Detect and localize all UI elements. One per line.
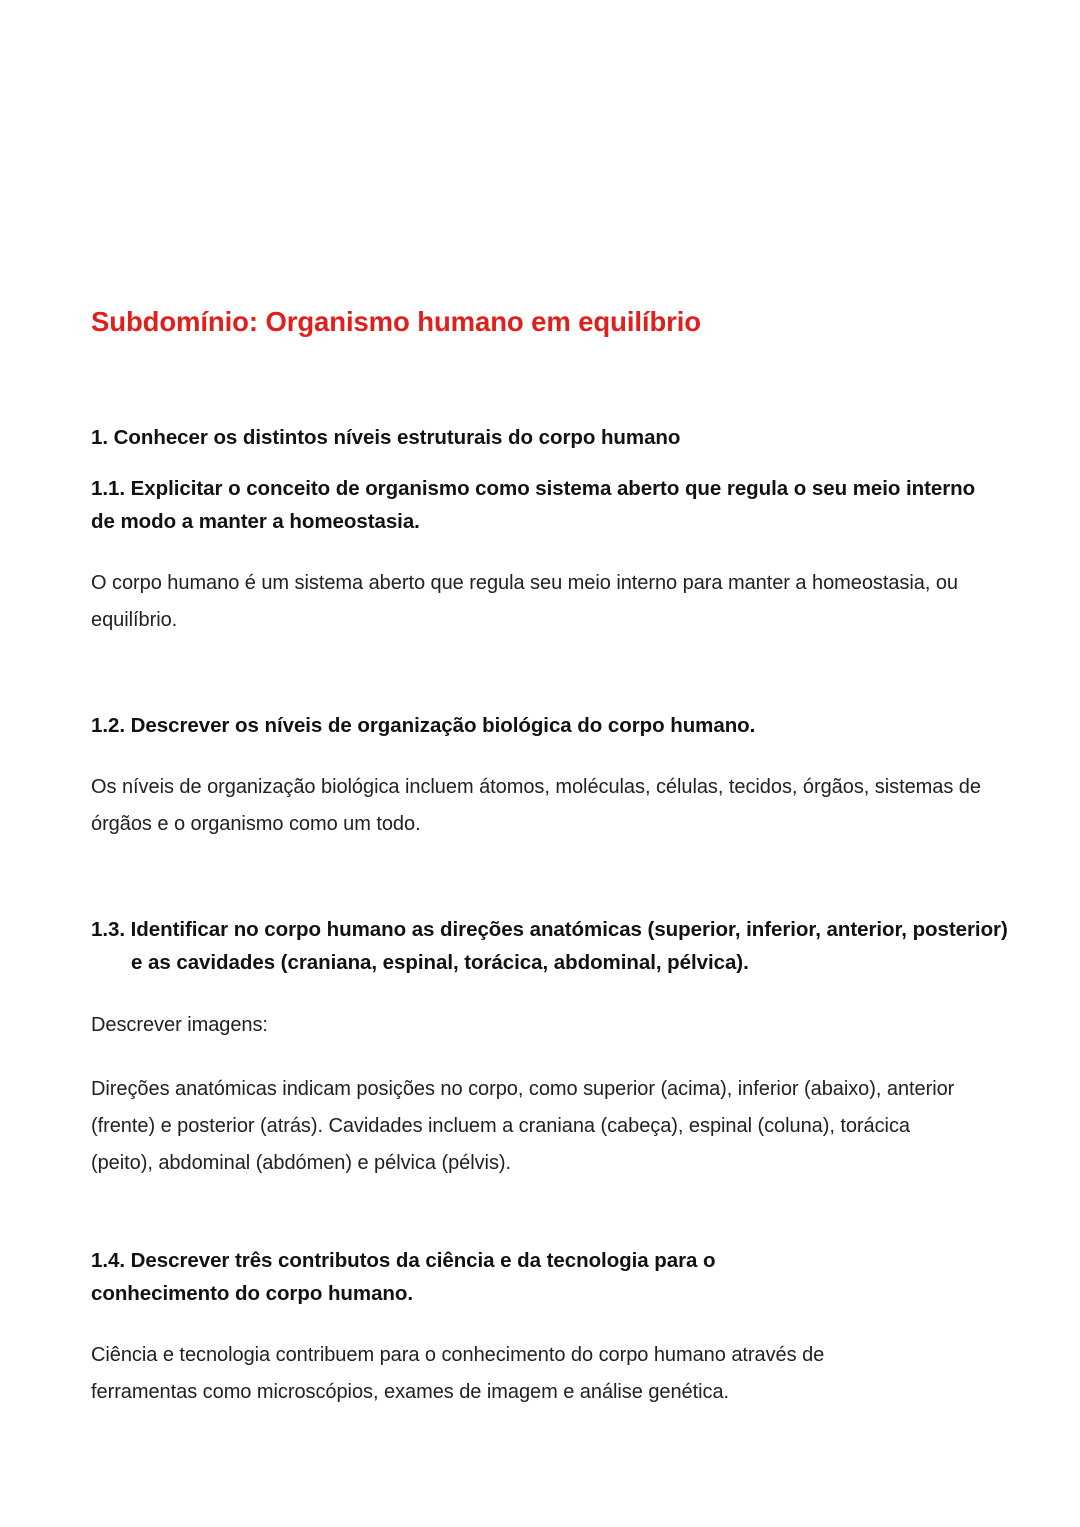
spacer [91, 1310, 997, 1337]
page-title: Subdomínio: Organismo humano em equilíbrio [91, 306, 701, 337]
spacer [91, 980, 997, 1007]
heading-1: 1. Conhecer os distintos níveis estruturais do corpo humano [91, 426, 681, 450]
spacer [91, 455, 997, 472]
spacer [91, 742, 997, 769]
spacer [91, 639, 997, 709]
heading-1-2: 1.2. Descrever os níveis de organização biológica do corpo humano. [91, 713, 756, 737]
paragraph-1-3: Direções anatómicas indicam posições no corpo, como superior (acima), inferior (abaixo), anterior (frente) e posterior (atrás). Cavidades incluem a craniana (cabeça), espinal (coluna), torácica (peito), abdominal (abdómen) e pélvica (pélvis). [91, 1077, 955, 1174]
paragraph-1-4: Ciência e tecnologia contribuem para o conhecimento do corpo humano através de ferramentas como microscópios, exames de imagem e análise genética. [91, 1344, 825, 1403]
spacer [91, 843, 997, 913]
spacer [91, 1182, 997, 1244]
heading-1-3: 1.3. Identificar no corpo humano as direções anatómicas (superior, inferior, anterior, posterior) e as cavidades (craniana, espinal, torácica, abdominal, pélvica). [91, 918, 1008, 975]
heading-1-4: 1.4. Descrever três contributos da ciência e da tecnologia para o conhecimento do corpo humano. [91, 1248, 716, 1305]
paragraph-1-2: Os níveis de organização biológica incluem átomos, moléculas, células, tecidos, órgãos, sistemas de órgãos e o organismo como um todo. [91, 776, 981, 836]
spacer [91, 538, 997, 565]
document-body [91, 305, 1008, 1411]
spacer [91, 1044, 997, 1071]
paragraph-1-1: O corpo humano é um sistema aberto que regula seu meio interno para manter a homeostasia, ou equilíbrio. [91, 571, 959, 631]
heading-1-1: 1.1. Explicitar o conceito de organismo como sistema aberto que regula o seu meio interno de modo a manter a homeostasia. [91, 476, 976, 533]
label-descrever-imagens: Descrever imagens: [91, 1013, 268, 1036]
